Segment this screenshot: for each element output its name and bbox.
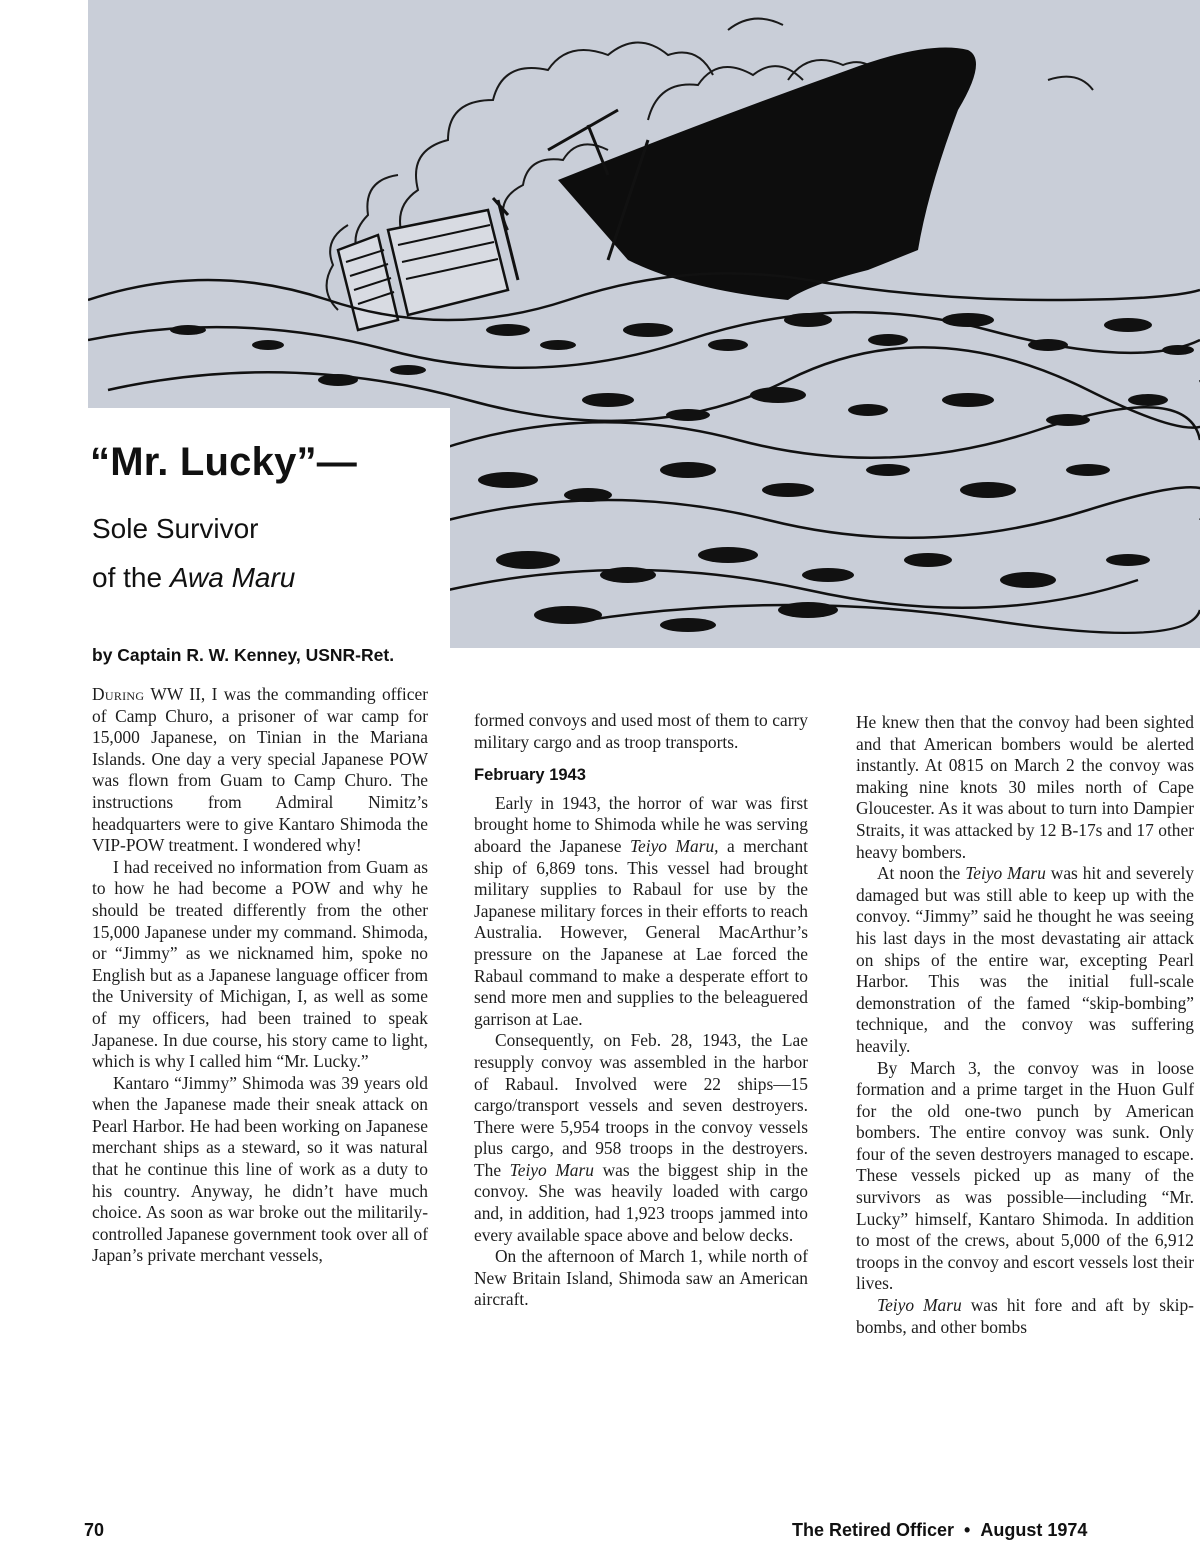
ship-name: Teiyo Maru	[509, 1159, 594, 1180]
paragraph: He knew then that the convoy had been sighted and that American bombers would be alerted instantly. At 0815 on March 2 the convoy was making nine knots 30 miles north of Cape Gloucester. As it was about to turn into Dampier Straits, it was attacked by 12 B-17s and 17 other heavy bombers.	[856, 712, 1194, 862]
section-heading: February 1943	[474, 766, 586, 785]
paragraph: By March 3, the convoy was in loose formation and a prime target in the Huon Gulf for the old one-two punch by American bombers. The entire convoy was sunk. Only four of the seven destroyers managed to escape. These vessels picked up as many of the survivors as was possible—including “Mr. Lucky” himself, Kantaro Shimoda. In addition to most of the crews, about 5,000 of the 6,912 troops in the convoy and escort vessels lost their lives.	[856, 1057, 1194, 1294]
publication-footer	[792, 1520, 1087, 1541]
paragraph-text: Early in 1943, the horror of war was first brought home to Shimoda while he was serving aboard the Japanese	[474, 792, 808, 856]
paragraph	[856, 863, 1194, 1057]
paragraph-text: a merchant ship of 6,869 tons. This vessel had brought military supplies to Rabaul for use by the Japanese military forces in their efforts to reach Australia. However, General MacArthur’s pressure on the Japanese at Lae forced the Rabaul command to make a desperate effort to send more men and supplies to the beleaguered garrison at Lae.	[474, 835, 808, 1029]
article-subtitle-line2	[92, 564, 295, 592]
page-number: 70	[84, 1520, 105, 1540]
paragraph-text: was the biggest ship in the convoy. She was heavily loaded with cargo and, in addition, had 1,923 troops jammed into every available space above and below decks.	[474, 1159, 808, 1245]
paragraph: On the afternoon of March 1, while north of New Britain Island, Shimoda saw an American aircraft.	[474, 1246, 808, 1310]
ship-name: Teiyo Maru	[965, 863, 1046, 884]
ship-name: Teiyo Maru	[877, 1295, 962, 1316]
subtitle-prefix: of the	[92, 562, 170, 593]
lead-word: During	[92, 684, 145, 704]
paragraph	[856, 1295, 1194, 1338]
paragraph-text: At noon the	[877, 863, 966, 884]
paragraph: I had received no information from Guam as to how he had become a POW and why he should be treated differently from the other 15,000 Japanese under my command. Shimoda, or “Jimmy” as we nicknamed him, spoke no English but as a Japanese language officer from the University of Michigan, I, as well as some of my officers, had been trained to speak Japanese. In due course, his story came to light, which is why I called him “Mr. Lucky.”	[92, 856, 428, 1072]
ship-name: Teiyo Maru,	[629, 835, 719, 856]
article-title: “Mr. Lucky”—	[90, 440, 357, 484]
text-column-2	[474, 710, 808, 1311]
paragraph	[92, 684, 428, 857]
paragraph	[474, 793, 808, 1031]
text-column-3	[856, 712, 1194, 1338]
text-column-1	[92, 684, 428, 1267]
separator-dot: •	[964, 1520, 971, 1540]
byline: by Captain R. W. Kenney, USNR-Ret.	[92, 645, 395, 665]
paragraph-text: was hit fore and aft by skip-bombs, and other bombs	[856, 1295, 1194, 1337]
article-subtitle-line1: Sole Survivor	[92, 513, 259, 544]
paragraph-text: Consequently, on Feb. 28, 1943, the Lae resupply convoy was assembled in the harbor of Rabaul. Involved were 22 ships—15 cargo/transport vessels and seven destroyers. There were 5,954 troops in the convoy vessels plus cargo, and 958 troops in the destroyers. The	[474, 1030, 808, 1180]
paragraph-text: was hit and severely damaged but was still able to keep up with the convoy. “Jimmy” said he thought he was seeing his last days in the most devastating air attack on ships of the entire war, excepting Pearl Harbor. This was the initial full-scale demonstration of the famed “skip-bombing” technique, and the convoy was suffering heavily.	[856, 863, 1194, 1056]
paragraph	[474, 1030, 808, 1246]
publication-name: The Retired Officer	[792, 1520, 955, 1540]
issue-date: August 1974	[980, 1520, 1088, 1540]
subtitle-ship-name: Awa Maru	[169, 562, 296, 593]
paragraph: Kantaro “Jimmy” Shimoda was 39 years old when the Japanese made their sneak attack on Pearl Harbor. He had been working on Japanese merchant ships as a steward, so it was natural that he continue this line of work as a duty to his country. Anyway, he didn’t have much choice. As soon as war broke out the militarily-controlled Japanese government took over all of Japan’s private merchant vessels,	[92, 1072, 428, 1266]
paragraph-text: WW II, I was the commanding officer of Camp Churo, a prisoner of war camp for 15,000 Japanese, on Tinian in the Mariana Islands. One day a very special Japanese POW was flown from Guam to Camp Churo. The instructions from Admiral Nimitz’s headquarters were to give Kantaro Shimoda the VIP-POW treatment. I wondered why!	[92, 684, 428, 856]
paragraph: formed convoys and used most of them to carry military cargo and as troop transports.	[474, 710, 808, 752]
